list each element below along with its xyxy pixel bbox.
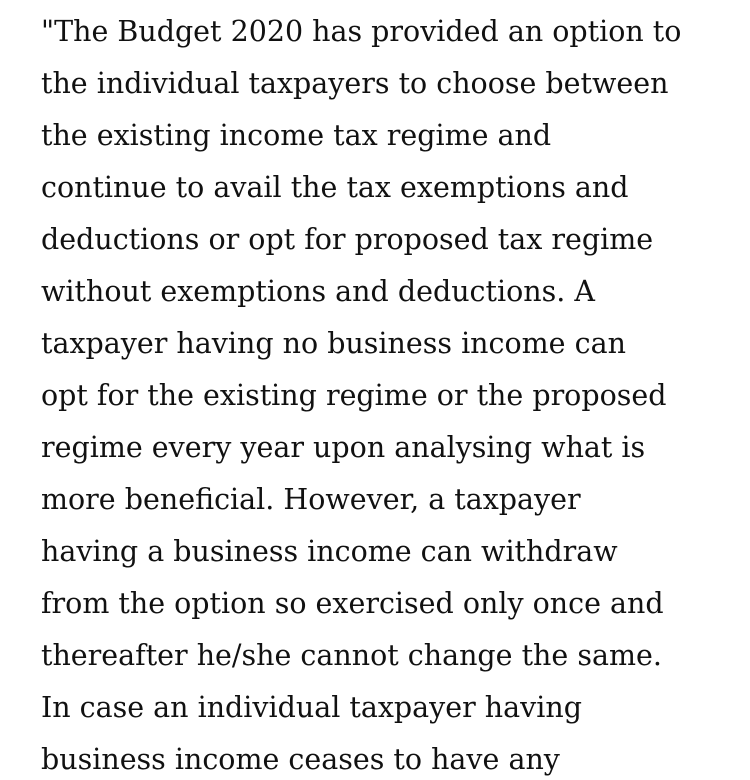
text-line: without exemptions and deductions. A	[41, 275, 595, 308]
text-line: deductions or opt for proposed tax regime	[41, 223, 654, 256]
text-line: the existing income tax regime and	[41, 119, 552, 152]
text-line: more beneficial. However, a taxpayer	[41, 483, 581, 516]
text-line: having a business income can withdraw	[41, 535, 618, 568]
text-line: "The Budget 2020 has provided an option to	[41, 15, 682, 48]
text-line: taxpayer having no business income can	[41, 327, 626, 360]
text-line: thereafter he/she cannot change the same.	[41, 639, 662, 672]
quote-paragraph	[41, 0, 750, 780]
text-line: In case an individual taxpayer having	[41, 691, 582, 724]
text-line: opt for the existing regime or the proposed	[41, 379, 667, 412]
text-line: regime every year upon analysing what is	[41, 431, 646, 464]
text-line: business income ceases to have any	[41, 743, 560, 776]
text-line: continue to avail the tax exemptions and	[41, 171, 629, 204]
text-line: the individual taxpayers to choose between	[41, 67, 669, 100]
text-line: from the option so exercised only once and	[41, 587, 664, 620]
